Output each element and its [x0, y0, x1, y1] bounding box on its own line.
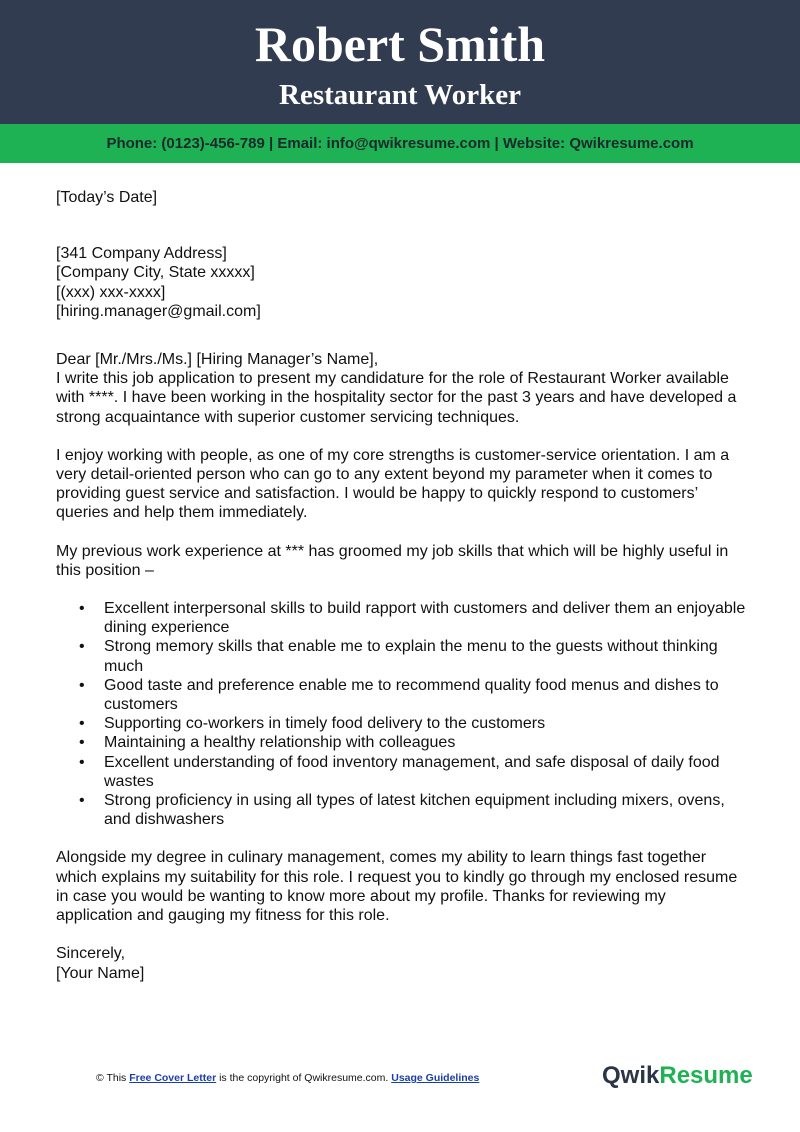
recipient-address — [56, 244, 746, 321]
list-item: • Strong proficiency in using all types of latest kitchen equipment including mixers, ovens, and dishwashers — [104, 791, 746, 829]
applicant-name: Robert Smith — [254, 16, 546, 72]
footer-middle: is the copyright of Qwikresume.com. — [216, 1072, 392, 1084]
list-item: • Excellent understanding of food inventory management, and safe disposal of daily food wastes — [104, 753, 746, 791]
letter-body — [56, 188, 746, 983]
list-item: • Good taste and preference enable me to recommend quality food menus and dishes to customers — [104, 676, 746, 714]
qwikresume-logo — [602, 1062, 753, 1090]
footer-copyright — [96, 1072, 479, 1084]
list-item: • Strong memory skills that enable me to explain the menu to the guests without thinking much — [104, 637, 746, 675]
letter-date: [Today’s Date] — [56, 189, 158, 206]
address-line: [Company City, State xxxxx] — [56, 264, 255, 282]
address-line: [341 Company Address] — [56, 245, 227, 263]
job-title: Restaurant Worker — [279, 79, 521, 111]
footer-prefix: © This — [96, 1072, 130, 1084]
free-cover-letter-link[interactable]: Free Cover Letter — [129, 1072, 217, 1084]
paragraph-experience: My previous work experience at *** has groomed my job skills that which will be highly useful in this position – — [56, 542, 729, 579]
salutation: Dear [Mr./Mrs./Ms.] [Hiring Manager’s Name], — [56, 351, 379, 369]
closing-block — [56, 944, 746, 982]
signature-name: [Your Name] — [56, 964, 145, 982]
paragraph-conclusion: Alongside my degree in culinary management, comes my ability to learn things fast together which explains my suitability for this role. I request you to kindly go through my enclosed resume in case you would be wanting to know more about my profile. Thanks for reviewing my application and gauging my fitness for this role. — [56, 849, 738, 925]
closing-phrase: Sincerely, — [56, 945, 126, 963]
list-item: • Excellent interpersonal skills to build rapport with customers and deliver them an enjoyable dining experience — [104, 599, 746, 637]
address-line: [(xxx) xxx-xxxx] — [56, 283, 166, 301]
usage-guidelines-link[interactable]: Usage Guidelines — [391, 1072, 480, 1084]
paragraph-intro: I write this job application to present my candidature for the role of Restaurant Worker available with ****. I have been working in the hospitality sector for the past 3 years and have developed a strong acquaintance with superior customer servicing techniques. — [56, 370, 737, 426]
address-line: [hiring.manager@gmail.com] — [56, 302, 261, 320]
skills-list — [56, 599, 746, 829]
list-item: • Supporting co-workers in timely food delivery to the customers — [104, 714, 746, 733]
list-item: • Maintaining a healthy relationship with colleagues — [104, 733, 746, 752]
paragraph-strengths: I enjoy working with people, as one of my core strengths is customer-service orientation. I am a very detail-oriented person who can go to any extent beyond my parameter when it comes to providing guest service and satisfaction. I would be happy to quickly respond to customers’ queries and help them immediately. — [56, 446, 730, 522]
logo-part-qwik: Qwik — [602, 1062, 660, 1089]
header-banner — [0, 0, 800, 124]
contact-bar: Phone: (0123)-456-789 | Email: info@qwikresume.com | Website: Qwikresume.com — [0, 124, 800, 163]
logo-part-resume: Resume — [659, 1062, 753, 1089]
